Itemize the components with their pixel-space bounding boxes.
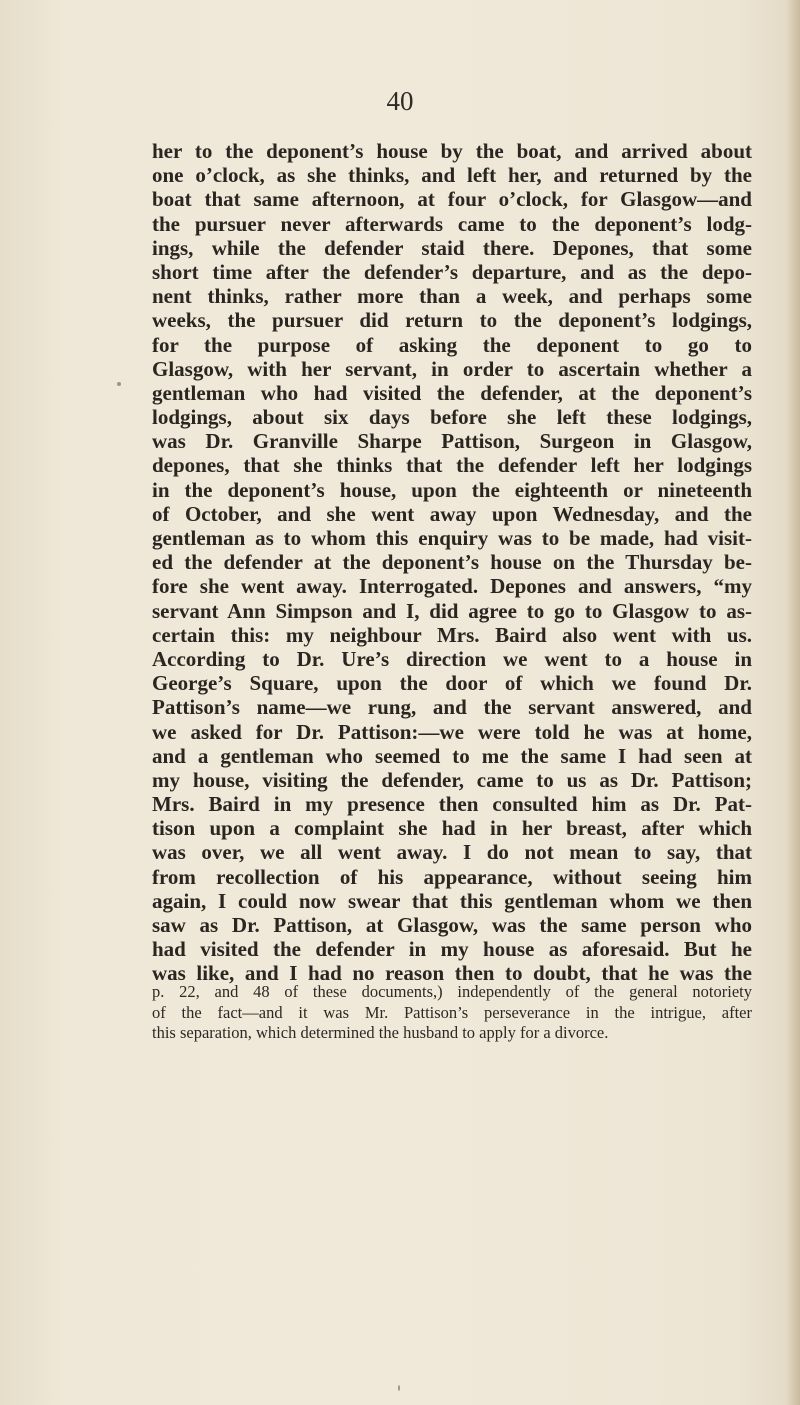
body-line: we asked for Dr. Pattison:—we were told he was at home, <box>152 719 752 744</box>
body-line: tison upon a complaint she had in her breast, after which <box>152 816 752 841</box>
body-line: fore she went away. Interrogated. Depones and answers, “my <box>152 574 752 599</box>
body-line: depones, that she thinks that the defender left her lodgings <box>152 453 752 478</box>
body-line: gentleman who had visited the defender, at the deponent’s <box>152 380 752 405</box>
body-line: and a gentleman who seemed to me the same I had seen at <box>152 743 752 768</box>
body-line: was Dr. Granville Sharpe Pattison, Surgeon in Glasgow, <box>152 429 752 454</box>
body-line: for the purpose of asking the deponent to go to <box>152 332 752 357</box>
body-line: from recollection of his appearance, without seeing him <box>152 864 752 889</box>
body-line: the pursuer never afterwards came to the deponent’s lodg- <box>152 211 752 236</box>
body-line: Glasgow, with her servant, in order to ascertain whether a <box>152 356 752 381</box>
body-text <box>152 139 752 986</box>
body-line: gentleman as to whom this enquiry was to be made, had visit- <box>152 526 752 550</box>
ink-speck <box>398 1385 400 1391</box>
body-line: was like, and I had no reason then to doubt, that he was the <box>152 961 752 986</box>
body-line: in the deponent’s house, upon the eighteenth or nineteenth <box>152 477 752 502</box>
body-line: nent thinks, rather more than a week, and perhaps some <box>152 284 752 309</box>
body-line: ed the defender at the deponent’s house on the Thursday be- <box>152 550 752 575</box>
body-line: my house, visiting the defender, came to us as Dr. Pattison; <box>152 767 752 792</box>
body-line: was over, we all went away. I do not mean to say, that <box>152 840 752 865</box>
body-line: her to the deponent’s house by the boat, and arrived about <box>152 139 752 163</box>
footnote-line: of the fact—and it was Mr. Pattison’s perseverance in the intrigue, after <box>152 1002 752 1022</box>
body-line: ings, while the defender staid there. Depones, that some <box>152 235 752 260</box>
page-number: 40 <box>386 86 414 116</box>
body-line: weeks, the pursuer did return to the deponent’s lodgings, <box>152 308 752 333</box>
footnote-line: this separation, which determined the husband to apply for a divorce. <box>152 1023 609 1042</box>
body-line: of October, and she went away upon Wednesday, and the <box>152 501 752 526</box>
body-line: servant Ann Simpson and I, did agree to go to Glasgow to as- <box>152 598 752 623</box>
body-line: had visited the defender in my house as aforesaid. But he <box>152 937 752 962</box>
footnote-line: p. 22, and 48 of these documents,) independently of the general notoriety <box>152 982 752 1001</box>
body-line: one o’clock, as she thinks, and left her, and returned by the <box>152 163 752 188</box>
body-line: again, I could now swear that this gentleman whom we then <box>152 888 752 913</box>
body-line: saw as Dr. Pattison, at Glasgow, was the same person who <box>152 913 752 937</box>
body-line: According to Dr. Ure’s direction we went to a house in <box>152 646 752 671</box>
body-line: lodgings, about six days before she left these lodgings, <box>152 405 752 430</box>
body-line: boat that same afternoon, at four o’clock, for Glasgow—and <box>152 187 752 212</box>
page-edge-shadow <box>786 0 800 1405</box>
body-line: Pattison’s name—we rung, and the servant answered, and <box>152 695 752 720</box>
body-line: Mrs. Baird in my presence then consulted him as Dr. Pat- <box>152 792 752 817</box>
body-line: George’s Square, upon the door of which we found Dr. <box>152 671 752 696</box>
body-line: certain this: my neighbour Mrs. Baird also went with us. <box>152 622 752 647</box>
ink-speck <box>117 382 121 386</box>
footnote <box>152 982 752 1044</box>
body-line: short time after the defender’s departure, and as the depo- <box>152 259 752 284</box>
